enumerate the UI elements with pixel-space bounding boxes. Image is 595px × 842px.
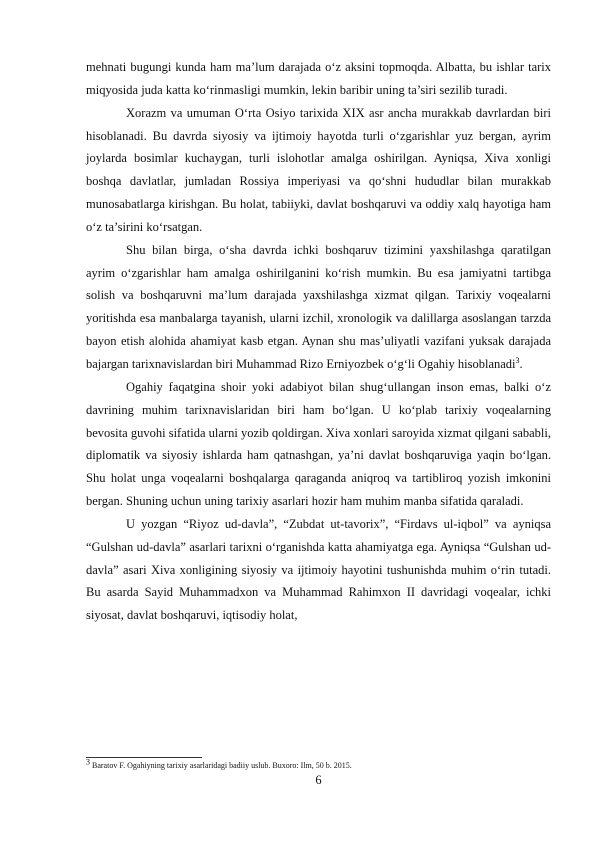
paragraph-1-text: mehnati bugungi kunda ham ma’lum darajada o‘z aksini topmoqda. Albatta, bu ishlar tarix miqyosida juda katta ko‘rinmasligi mumkin, lekin baribir uning ta’siri sezilib turadi. <box>86 60 551 97</box>
footnote-text: Baratov F. Ogahiyning tarixiy asarlaridagi badiiy uslub. Buxoro: Ilm, 50 b. 2015. <box>90 761 352 770</box>
sentence-end: . <box>519 356 523 371</box>
footnote-reference[interactable]: 3 <box>515 355 520 365</box>
body-text <box>86 56 551 627</box>
paragraph-3 <box>86 239 551 376</box>
paragraph-1 <box>86 56 551 102</box>
paragraph-2-text: Xorazm va umuman O‘rta Osiyo tarixida XIX asr ancha murakkab davrlardan biri hisoblanadi. Bu davrda siyosiy va ijtimoiy hayotda turli o‘zgarishlar yuz bergan, ayrim joylarda bosimlar kuchaygan, turli islohotlar amalga oshirilgan. Ayniqsa, Xiva xonligi boshqa davlatlar, jumladan Rossiya imperiyasi va qo‘shni hududlar bilan murakkab munosabatlarga kirishgan. Bu holat, tabiiyki, davlat boshqaruvi va oddiy xalq hayotiga ham o‘z ta’sirini ko‘rsatgan. <box>86 105 551 234</box>
footnote-mark: 3 <box>86 757 90 767</box>
paragraph-4 <box>86 376 551 513</box>
footnote-separator <box>86 757 202 758</box>
paragraph-4-text: Ogahiy faqatgina shoir yoki adabiyot bilan shug‘ullangan inson emas, balki o‘z davrining muhim tarixnavislaridan biri ham bo‘lgan. U ko‘plab tarixiy voqealarning bevosita guvohi sifatida ularni yozib qoldirgan. Xiva xonlari saroyida xizmat qilgani sababli, diplomatik va siyosiy ishlarda ham qatnashgan, ya’ni davlat boshqaruviga yaqin bo‘lgan. Shu holat unga voqealarni boshqalarga qaraganda aniqroq va tartibliroq yozish imkonini bergan. Shuning uchun uning tarixiy asarlari hozir ham muhim manba sifatida qaraladi. <box>86 379 551 509</box>
paragraph-3-text: Shu bilan birga, o‘sha davrda ichki boshqaruv tizimini yaxshilashga qaratilgan ayrim o‘zgarishlar ham amalga oshirilganini ko‘rish mumkin. Bu esa jamiyatni tartibga solish va boshqaruvni ma’lum darajada yaxshilashga xizmat qilgan. Tarixiy voqealarni yoritishda esa manbalarga tayanish, ularni izchil, xronologik va dalillarga asoslangan tarzda bayon etish alohida ahamiyat kasb etgan. Aynan shu mas’uliyatli vazifani yuksak darajada bajargan tarixnavislardan biri Muhammad Rizo Erniyozbek o‘g‘li Ogahiy hisoblanadi <box>86 242 551 371</box>
paragraph-5 <box>86 513 551 627</box>
paragraph-2 <box>86 102 551 239</box>
paragraph-5-text: U yozgan “Riyoz ud-davla”, “Zubdat ut-tavorix”, “Firdavs ul-iqbol” va ayniqsa “Gulshan ud-davla” asarlari tarixni o‘rganishda katta ahamiyatga ega. Ayniqsa “Gulshan ud-davla” asari Xiva xonligining siyosiy va ijtimoiy hayotini tushunishda muhim o‘rin tutadi. Bu asarda Sayid Muhammadxon va Muhammad Rahimxon II davridagi voqealar, ichki siyosat, davlat boshqaruvi, iqtisodiy holat, <box>86 516 551 623</box>
page-number: 6 <box>315 773 322 787</box>
footnote <box>86 757 551 771</box>
